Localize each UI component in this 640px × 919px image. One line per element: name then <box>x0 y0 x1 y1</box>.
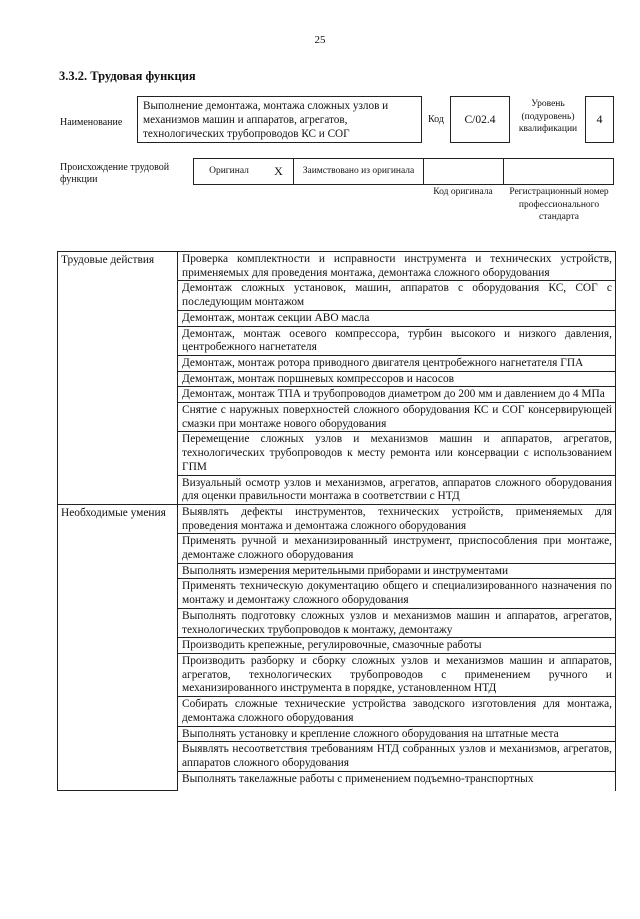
registration-number-cell <box>504 159 615 184</box>
table-cell: Выявлять несоответствия требованиям НТД собранных узлов и механизмов, агрегатов, аппаратов сложного оборудования <box>178 742 616 771</box>
name-label: Наименование <box>60 117 123 128</box>
table-cell: Выявлять дефекты инструментов, технических устройств, применяемых для проведения монтажа и демонтажа сложного оборудования <box>178 504 616 533</box>
original-mark: X <box>264 159 294 184</box>
table-cell: Визуальный осмотр узлов и механизмов, агрегатов, аппаратов сложного оборудования для оценки правильности монтажа в соответствии с НТД <box>178 475 616 504</box>
table-cell: Демонтаж, монтаж ротора приводного двигателя центробежного нагнетателя ГПА <box>178 355 616 371</box>
row-header-skills: Необходимые умения <box>58 504 178 790</box>
table-cell: Применять ручной и механизированный инструмент, приспособления при монтаже, демонтаже сложного оборудования <box>178 534 616 563</box>
origin-label: Происхождение трудовой функции <box>60 162 170 185</box>
table-cell: Выполнять подготовку сложных узлов и механизмов машин и аппаратов, агрегатов, технологических трубопроводов к монтажу, демонтажу <box>178 608 616 637</box>
code-label: Код <box>428 114 444 125</box>
table-cell: Демонтаж, монтаж поршневых компрессоров и насосов <box>178 371 616 387</box>
table-cell <box>178 771 616 791</box>
table-cell: Выполнять установку и крепление сложного оборудования на штатные места <box>178 726 616 742</box>
table-cell: Производить разборку и сборку сложных узлов и механизмов машин и аппаратов, агрегатов, технологических трубопроводов с применением ручного и механизированного инструмента в порядке, установленном НТД <box>178 653 616 696</box>
table-cell: Выполнять измерения мерительными приборами и инструментами <box>178 563 616 579</box>
functions-table <box>57 251 616 791</box>
table-cell: Демонтаж, монтаж секции АВО масла <box>178 310 616 326</box>
table-cell: Проверка комплектности и исправности инструмента и технических устройств, применяемых для проведения монтажа, демонтажа сложного оборудования <box>178 252 616 281</box>
origin-table <box>193 158 614 185</box>
skill-row <box>58 504 616 533</box>
table-cell: Демонтаж, монтаж ТПА и трубопроводов диаметром до 200 мм и давлением до 4 МПа <box>178 387 616 403</box>
borrowed-label: Заимствовано из оригинала <box>294 159 424 184</box>
table-cell: Производить крепежные, регулировочные, смазочные работы <box>178 638 616 654</box>
row-header-labor-actions: Трудовые действия <box>58 252 178 505</box>
table-cell: Демонтаж, монтаж осевого компрессора, турбин высокого и низкого давления, центробежного нагнетателя <box>178 326 616 355</box>
function-code-box: C/02.4 <box>450 96 510 143</box>
table-cell: Применять техническую документацию общего и специализированного назначения по монтажу и демонтажу сложного оборудования <box>178 579 616 608</box>
original-code-cell <box>424 159 504 184</box>
table-cell: Перемещение сложных узлов и механизмов машин и аппаратов, агрегатов, технологических трубопроводов к месту ремонта или консервации с использованием ГПМ <box>178 432 616 475</box>
function-name-box: Выполнение демонтажа, монтажа сложных узлов и механизмов машин и аппаратов, агрегатов, технологических трубопроводов КС и СОГ <box>137 96 422 143</box>
table-cell: Демонтаж сложных установок, машин, аппаратов с оборудования КС, СОГ с последующим монтажом <box>178 281 616 310</box>
table-cell: Снятие с наружных поверхностей сложного оборудования КС и СОГ консервирующей смазки при монтаже нового оборудования <box>178 403 616 432</box>
original-code-caption: Код оригинала <box>433 187 493 197</box>
qualification-level-label: Уровень (подуровень) квалификации <box>518 99 578 134</box>
section-title: 3.3.2. Трудовая функция <box>59 69 196 83</box>
registration-number-caption: Регистрационный номер профессионального стандарта <box>509 187 609 222</box>
table-cell: Собирать сложные технические устройства заводского изготовления для монтажа, демонтажа сложного оборудования <box>178 697 616 726</box>
qualification-level-box: 4 <box>585 96 614 143</box>
original-label: Оригинал <box>209 166 249 176</box>
page-number: 25 <box>314 34 326 46</box>
labor-action-row <box>58 252 616 281</box>
table-cell-text: Выполнять такелажные работы с применением подъемно-транспортных <box>182 772 534 785</box>
